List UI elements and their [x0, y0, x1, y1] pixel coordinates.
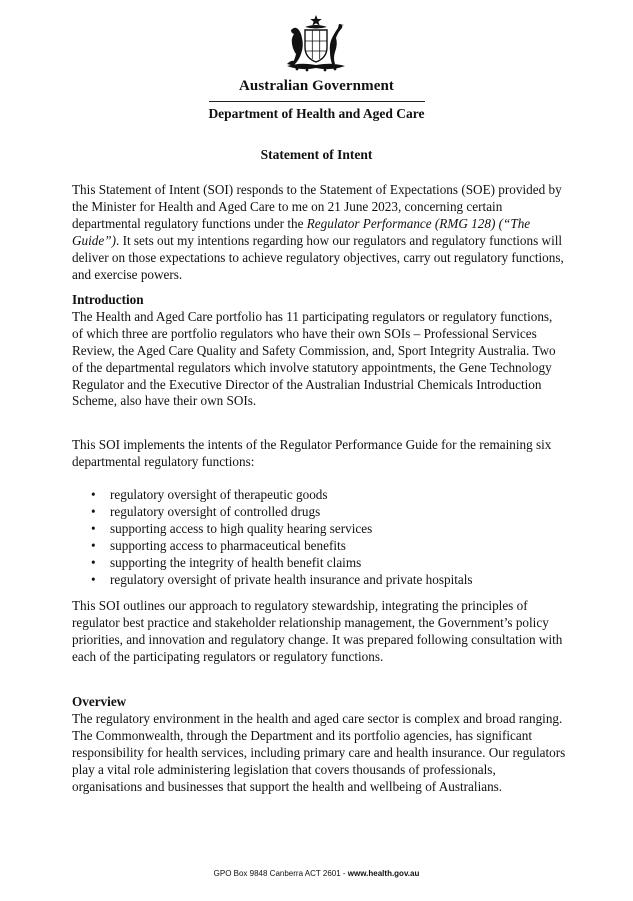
list-item-text: regulatory oversight of therapeutic goods: [110, 487, 328, 502]
bullet-marker: •: [91, 537, 96, 553]
coat-of-arms-icon: [283, 14, 349, 74]
introduction-heading: Introduction: [72, 292, 144, 307]
introduction-section: [72, 292, 566, 410]
overview-body: The regulatory environment in the health and aged care sector is complex and broad ranging. The Commonwealth, through the Department and its portfolio agencies, has significant responsibility for health services, including primary care and health insurance. Our regulators play a vital role administering legislation that covers thousands of professionals, organisations and businesses that support the health and wellbeing of Australians.: [72, 710, 566, 794]
bullet-marker: •: [91, 571, 96, 587]
list-item-text: supporting access to pharmaceutical benefits: [110, 537, 346, 553]
list-item: [72, 572, 572, 589]
para1-text-end: . It sets out my intentions regarding how our regulators and regulatory functions will deliver on those expectations to achieve regulatory objectives, carry out regulatory functions, and exercise powers.: [72, 232, 564, 282]
approach-text: This SOI outlines our approach to regulatory stewardship, integrating the principles of regulator best practice and stakeholder relationship management, the Government’s policy priorities, and innovation and regulatory change. It was prepared following consultation with each of the participating regulators or regulatory functions.: [72, 598, 563, 664]
footer-website-link[interactable]: www.health.gov.au: [347, 869, 420, 878]
functions-lead-text: This SOI implements the intents of the Regulator Performance Guide for the remaining six departmental regulatory functions:: [72, 437, 552, 469]
para1-text-start: This Statement of Intent (SOI) responds to the Statement of Expectations (SOE) provided by the Minister for Health and Aged Care to me on 21 June 2023, concerning certain departmental regulatory functions under the: [72, 182, 562, 231]
bullet-marker: •: [91, 487, 96, 502]
list-item-text: regulatory oversight of controlled drugs: [110, 503, 321, 519]
paragraph-approach: [72, 598, 566, 666]
paragraph-intro-statement: [72, 182, 566, 283]
introduction-body: The Health and Aged Care portfolio has 11 participating regulators or regulatory functions, of which three are portfolio regulators who have their own SOIs – Professional Services Review, the Aged Care Quality and Safety Commission, and, Sport Integrity Australia. Two of the departmental regulators which involve statutory appointments, the Gene Technology Regulator and the Executive Director of the Australian Industrial Chemicals Introduction Scheme, also have their own SOIs.: [72, 308, 556, 409]
regulatory-functions-list: [72, 487, 572, 588]
list-item-text: supporting access to high quality hearing services: [110, 520, 373, 536]
list-item-text: regulatory oversight of private health insurance and private hospitals: [110, 571, 473, 587]
list-item: [72, 555, 572, 572]
list-item: [72, 538, 572, 555]
bullet-marker: •: [91, 520, 96, 536]
document-title: Statement of Intent: [260, 147, 373, 162]
header-divider: [209, 101, 425, 102]
government-name: Australian Government: [238, 78, 394, 94]
overview-heading: Overview: [72, 694, 127, 709]
page-footer: [0, 869, 633, 878]
list-item: [72, 487, 572, 504]
department-name: Department of Health and Aged Care: [208, 106, 425, 121]
paragraph-functions-lead: [72, 437, 566, 471]
overview-section: [72, 694, 566, 795]
footer-address: GPO Box 9848 Canberra ACT 2601 -: [213, 869, 348, 878]
list-item: [72, 504, 572, 521]
para1-guide-reference: Regulator Performance (RMG 128) (“The Guide”): [72, 215, 531, 248]
list-item: [72, 521, 572, 538]
bullet-marker: •: [91, 554, 96, 570]
bullet-marker: •: [91, 503, 96, 519]
list-item-text: supporting the integrity of health benefit claims: [110, 554, 362, 570]
